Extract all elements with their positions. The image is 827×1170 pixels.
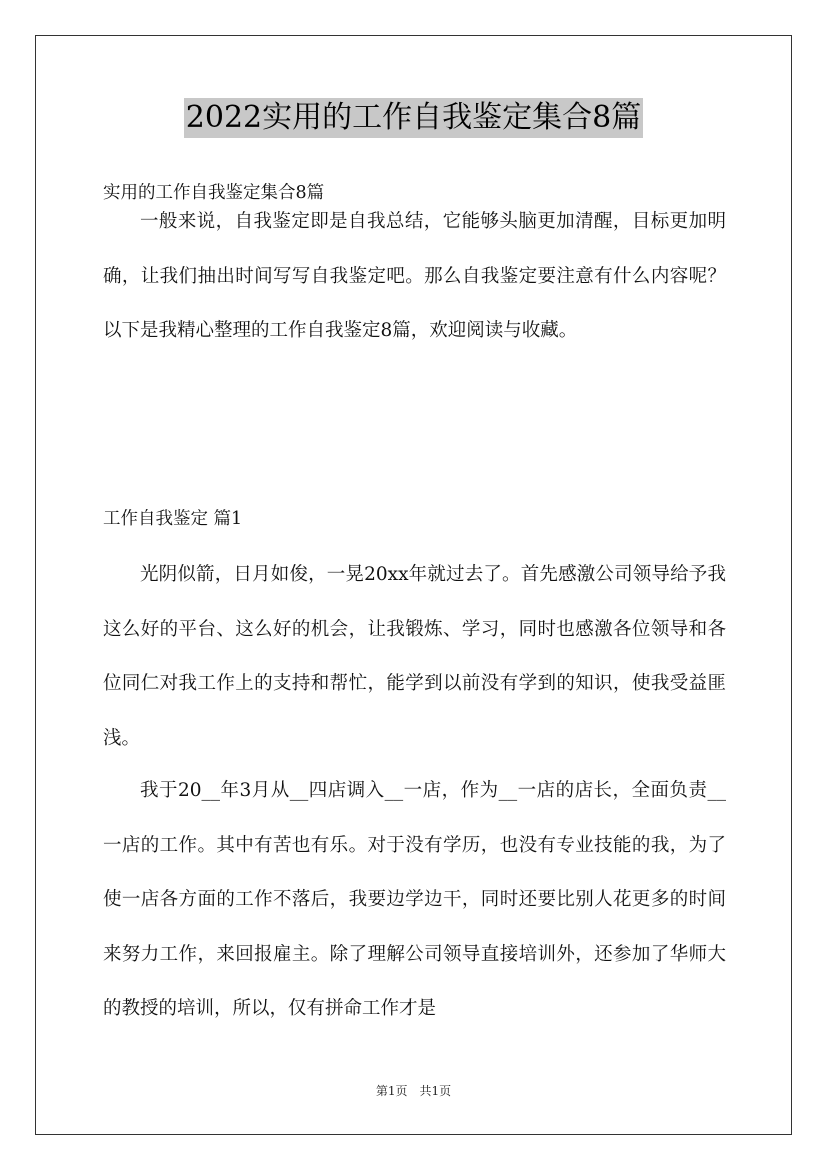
page-footer: 第1页 共1页 <box>375 1084 452 1098</box>
body-paragraph-2: 我于20__年3月从__四店调入__一店，作为__一店的店长，全面负责__一店的工作。其中有苦也有乐。对于没有学历，也没有专业技能的我，为了使一店各方面的工作不落后，我要边学边干，同时还要比别人花更多的时间来努力工作，来回报雇主。除了理解公司领导直接培训外，还参加了华师大的教授的培训，所以，仅有拼命工作才是 <box>103 780 726 1019</box>
section-heading: 工作自我鉴定 篇1 <box>103 509 243 529</box>
body-paragraph-1: 光阴似箭，日月如俊，一晃20xx年就过去了。首先感激公司领导给予我这么好的平台、这么好的机会，让我锻炼、学习，同时也感激各位领导和各位同仁对我工作上的支持和帮忙，能学到以前没有学到的知识，使我受益匪浅。 <box>103 564 726 749</box>
document-title: 2022实用的工作自我鉴定集合8篇 <box>184 98 643 138</box>
document-subtitle: 实用的工作自我鉴定集合8篇 <box>103 183 325 203</box>
title-container <box>0 98 827 138</box>
intro-paragraph: 一般来说，自我鉴定即是自我总结，它能够头脑更加清醒，目标更加明确，让我们抽出时间写写自我鉴定吧。那么自我鉴定要注意有什么内容呢？以下是我精心整理的工作自我鉴定8篇，欢迎阅读与收藏。 <box>103 211 726 341</box>
